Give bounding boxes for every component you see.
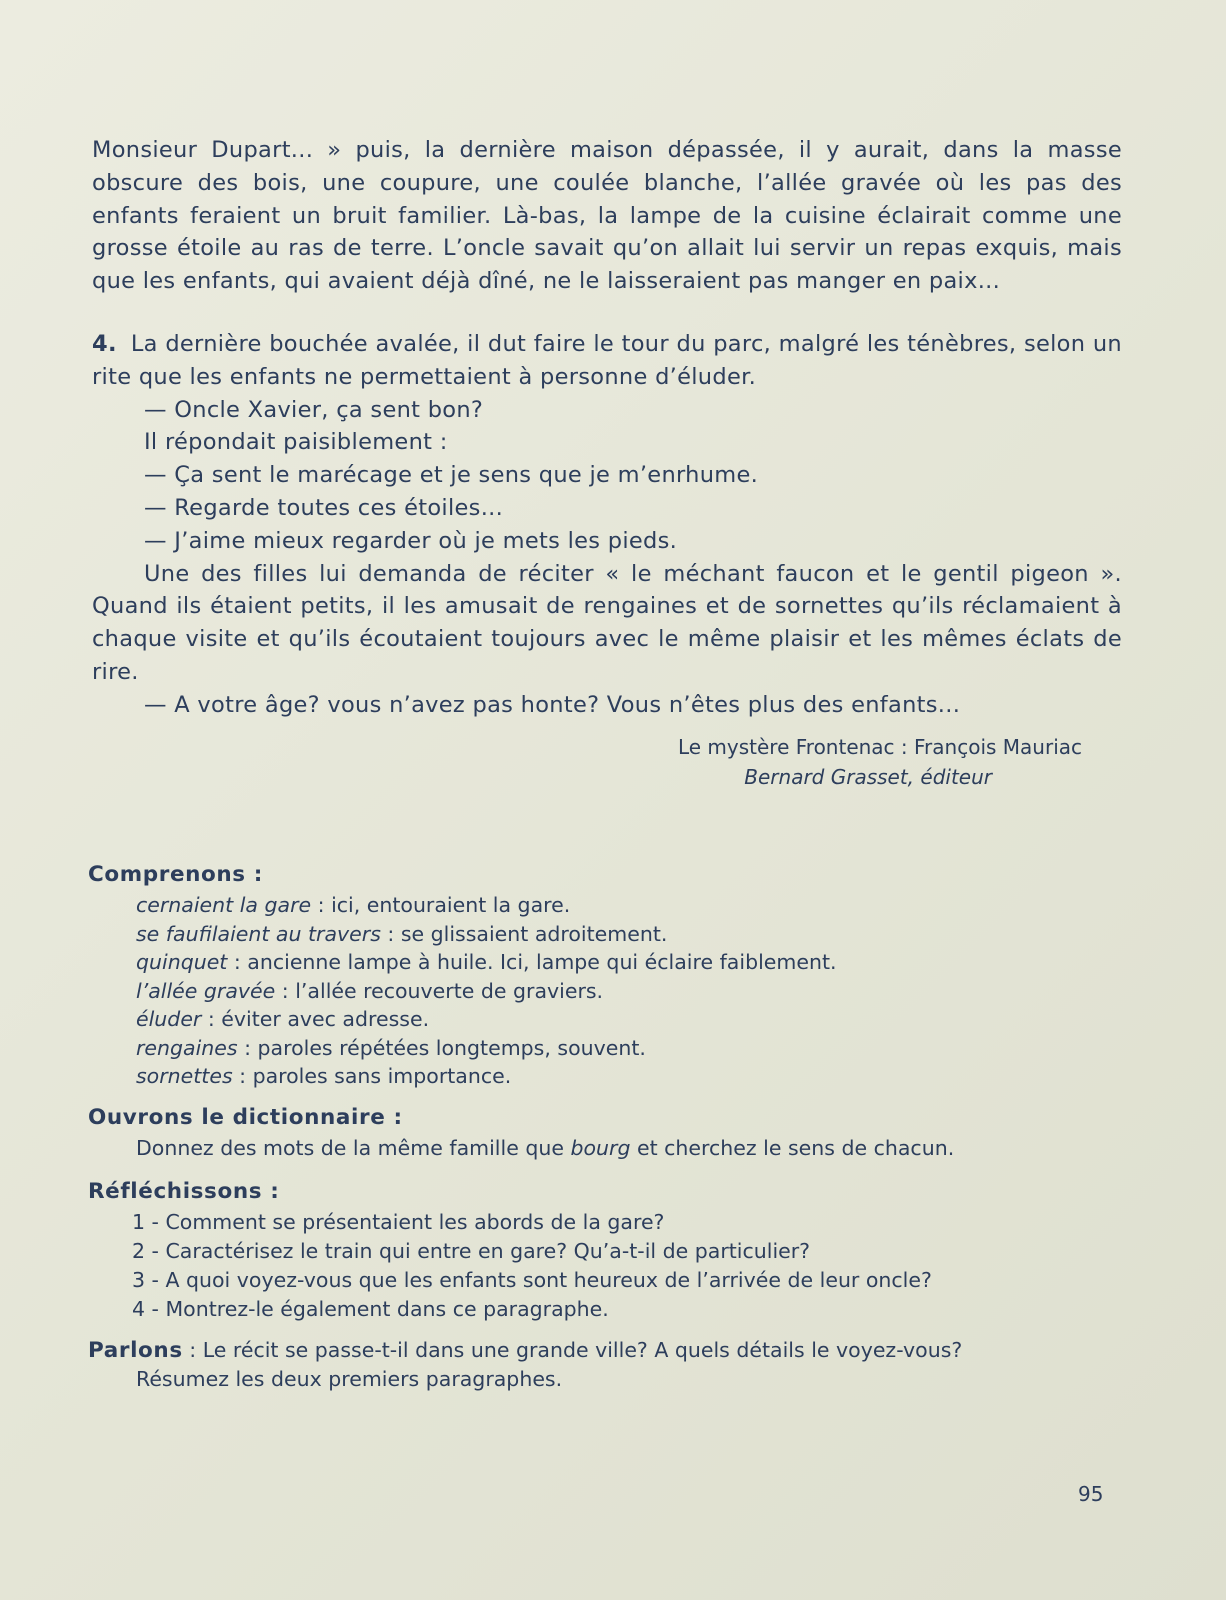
vocabulary-list [136, 891, 1118, 1091]
paragraph-4 [92, 328, 1122, 394]
vocab-def: : paroles sans importance. [232, 1064, 512, 1088]
exercises [88, 862, 1118, 1394]
reflechissons-heading: Réfléchissons : [88, 1178, 280, 1204]
instruction-text: Donnez des mots de la même famille que [136, 1135, 571, 1160]
vocab-def: : éviter avec adresse. [201, 1007, 430, 1031]
vocab-item [136, 920, 1118, 949]
vocab-term: l’allée gravée [136, 978, 276, 1003]
source-credit [92, 732, 1122, 792]
vocab-item [136, 891, 1118, 920]
narrative-paragraph: Une des filles lui demanda de réciter « le méchant faucon et le gentil pigeon ». Quand ils étaient petits, il les amusait de rengaines et de sornettes qu’ils réclamaient à chaque visite et qu’ils écoutaient toujours avec le même plaisir et les mêmes éclats de rire. [92, 560, 1122, 685]
instruction-text: et cherchez le sens de chacun. [630, 1135, 955, 1160]
vocab-item [136, 948, 1118, 977]
question-item: 3 - A quoi voyez-vous que les enfants sont heureux de l’arrivée de leur oncle? [132, 1267, 932, 1292]
vocab-item [136, 1034, 1118, 1063]
vocab-item [136, 977, 1118, 1006]
parlons-line2: Résumez les deux premiers paragraphes. [136, 1366, 563, 1391]
question-list [132, 1208, 1118, 1324]
parlons-heading: Parlons [88, 1337, 183, 1363]
parlons-section [88, 1336, 1118, 1394]
publisher: Bernard Grasset, éditeur [744, 764, 992, 789]
vocab-def: : l’allée recouverte de graviers. [275, 978, 604, 1003]
vocab-def: : se glissaient adroitement. [380, 921, 668, 946]
question-item: 4 - Montrez-le également dans ce paragraphe. [132, 1296, 609, 1321]
vocab-term: éluder [136, 1007, 202, 1031]
vocab-item [136, 1062, 1118, 1091]
parlons-question: : Le récit se passe-t-il dans une grande ville? A quels détails le voyez-vous? [182, 1337, 963, 1362]
paragraph-4-text: La dernière bouchée avalée, il dut faire le tour du parc, malgré les ténèbres, selon un rite que les enfants ne permettaient à personne d’éluder. [92, 330, 1122, 390]
paragraph-number: 4. [92, 330, 117, 357]
dialogue-line: — Oncle Xavier, ça sent bon? [144, 396, 484, 423]
question-item: 1 - Comment se présentaient les abords de la gare? [132, 1209, 665, 1234]
vocab-item [136, 1005, 1118, 1034]
vocab-term: se faufilaient au travers [136, 921, 381, 946]
source-title-author: Le mystère Frontenac : François Mauriac [677, 734, 1082, 759]
dialogue-line: Il répondait paisiblement : [144, 429, 448, 456]
vocab-def: : paroles répétées longtemps, souvent. [237, 1035, 646, 1060]
question-item: 2 - Caractérisez le train qui entre en gare? Qu’a-t-il de particulier? [132, 1238, 811, 1263]
dialogue-line: — Regarde toutes ces étoiles... [144, 494, 504, 521]
dictionnaire-instruction [136, 1134, 1118, 1163]
comprenons-heading: Comprenons : [88, 862, 263, 887]
main-text [92, 134, 1122, 792]
vocab-def: : ancienne lampe à huile. Ici, lampe qui éclaire faiblement. [227, 950, 837, 974]
vocab-def: : ici, entouraient la gare. [311, 893, 571, 917]
instruction-word: bourg [570, 1135, 631, 1160]
dictionnaire-heading: Ouvrons le dictionnaire : [88, 1104, 403, 1130]
dialogue-line: — J’aime mieux regarder où je mets les pieds. [144, 527, 678, 554]
page-number: 95 [1078, 1482, 1104, 1506]
paragraph-3-end: Monsieur Dupart... » puis, la dernière maison dépassée, il y aurait, dans la masse obscure des bois, une coupure, une coulée blanche, l’allée gravée où les pas des enfants feraient un bruit familier. Là-bas, la lampe de la cuisine éclairait comme une grosse étoile au ras de terre. L’oncle savait qu’on allait lui servir un repas exquis, mais que les enfants, qui avaient déjà dîné, ne le laisseraient pas manger en paix... [92, 137, 1122, 295]
dialogue-line: — A votre âge? vous n’avez pas honte? Vous n’êtes plus des enfants... [144, 691, 961, 718]
vocab-term: cernaient la gare [136, 893, 312, 917]
vocab-term: sornettes [136, 1064, 233, 1088]
vocab-term: rengaines [136, 1035, 238, 1060]
dialogue-line: — Ça sent le marécage et je sens que je m’enrhume. [144, 462, 759, 489]
vocab-term: quinquet [136, 950, 228, 974]
